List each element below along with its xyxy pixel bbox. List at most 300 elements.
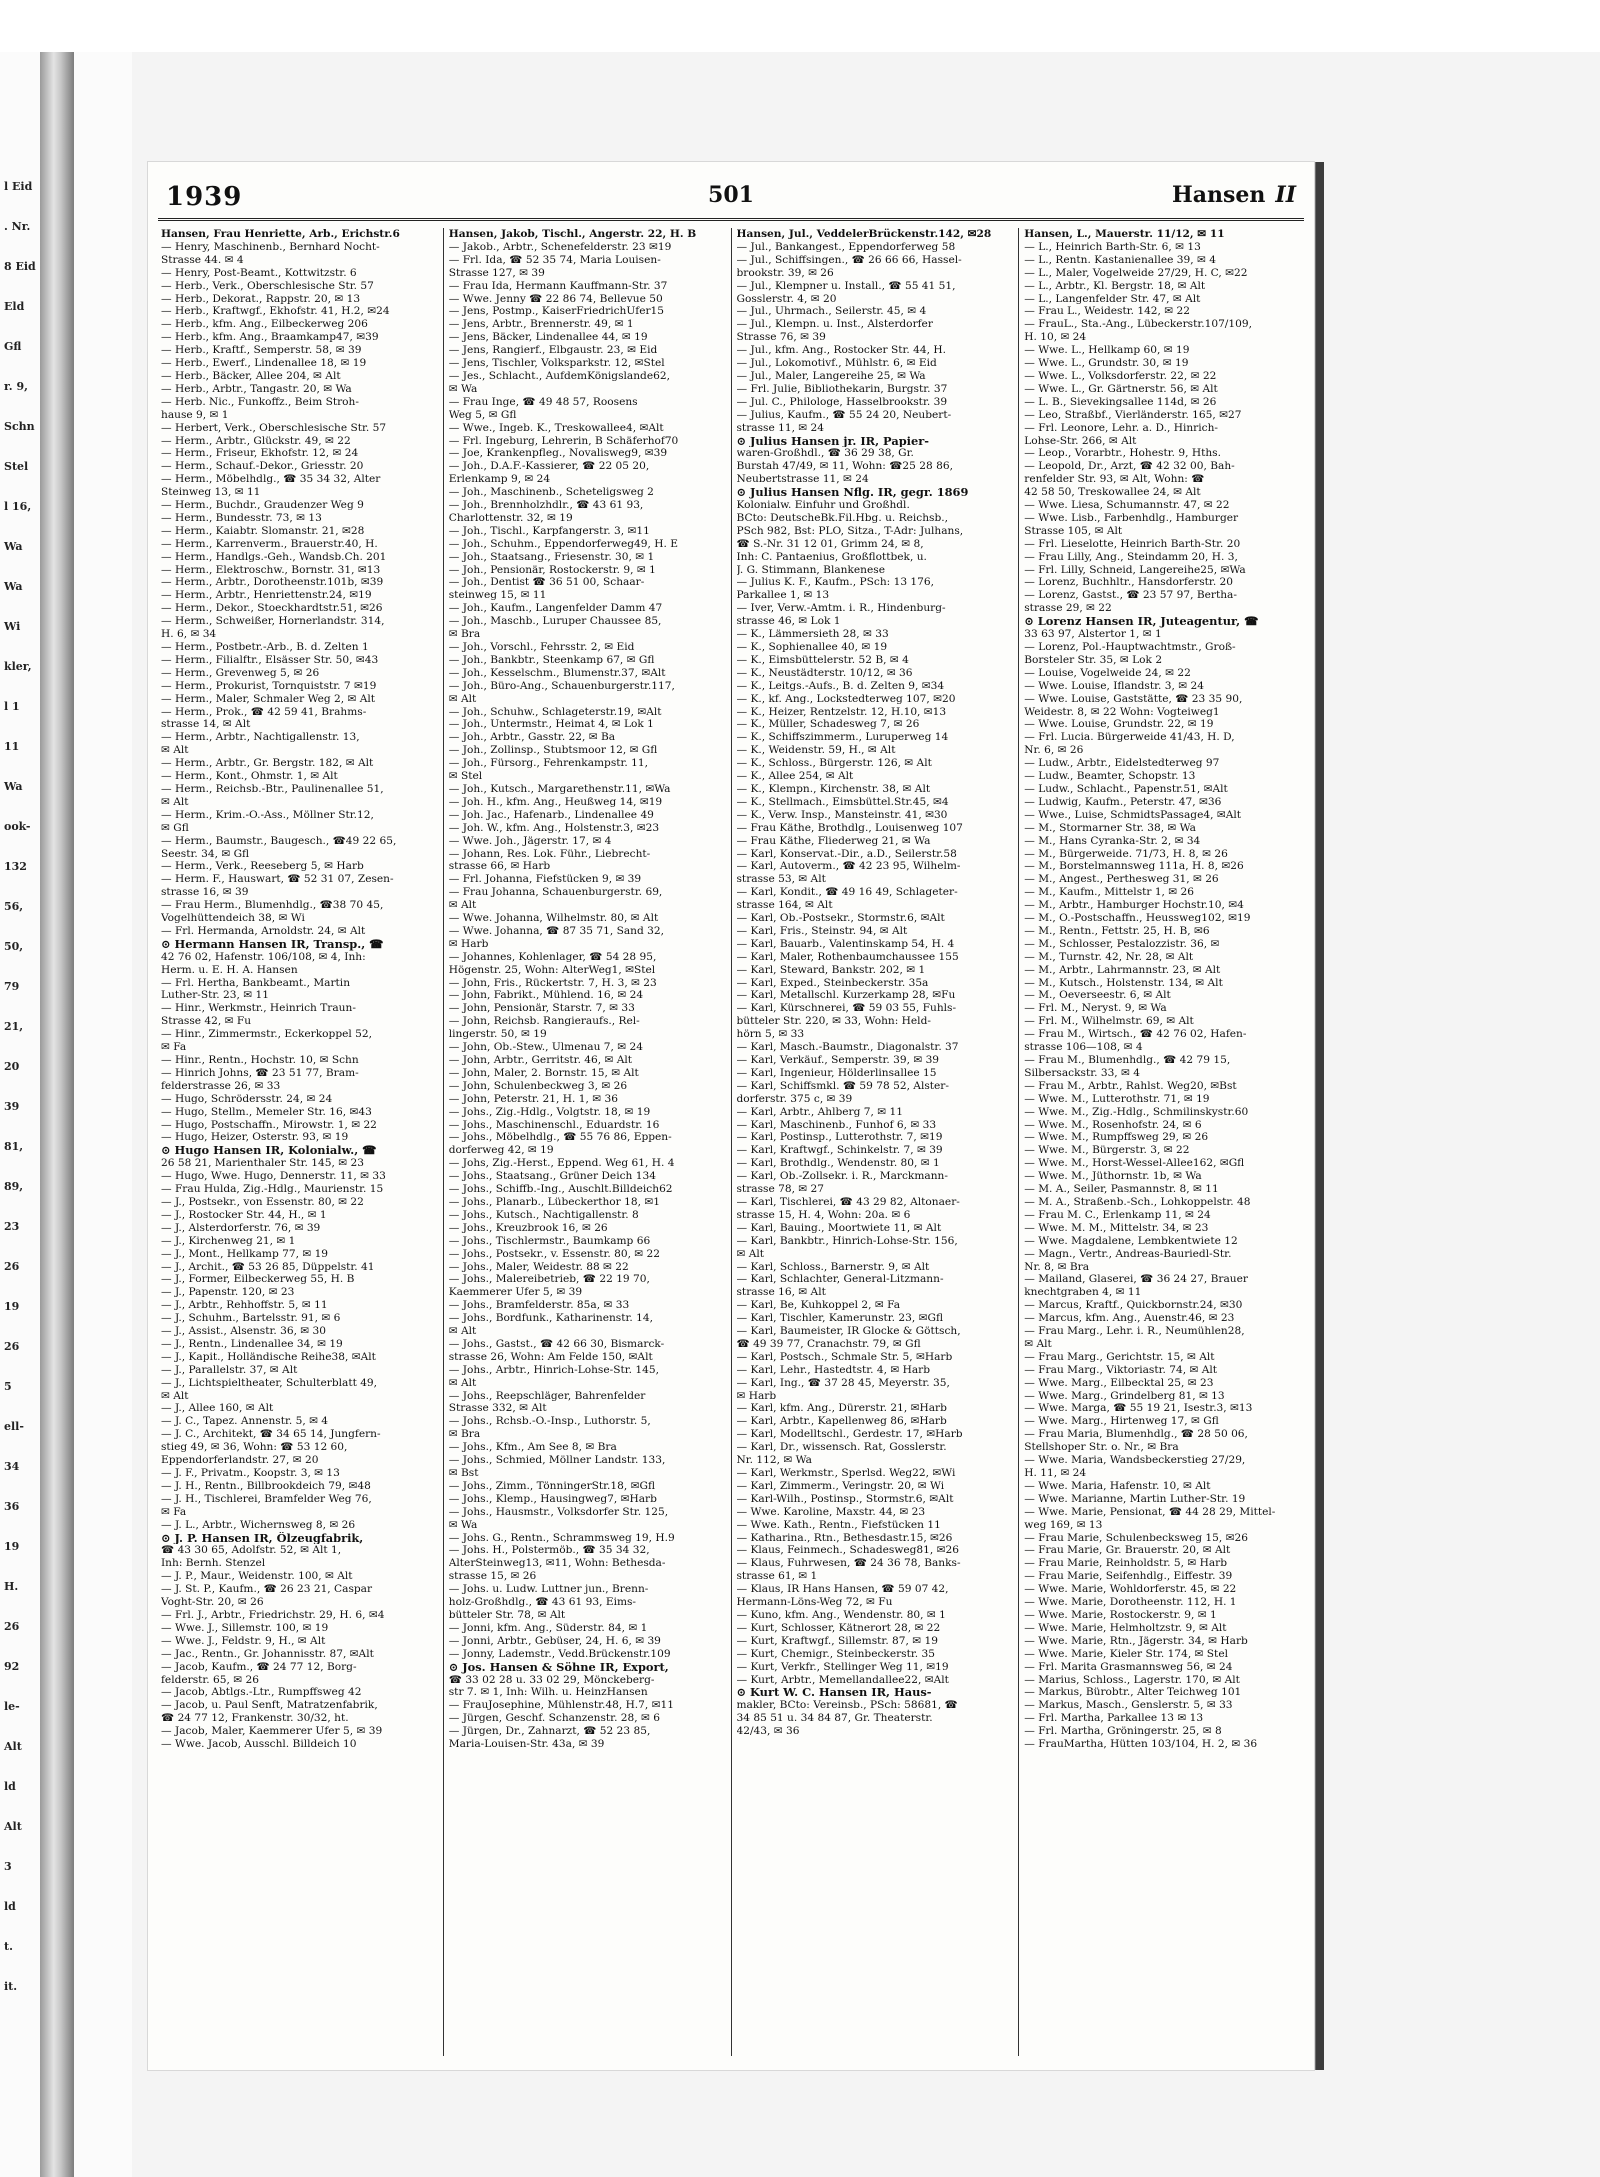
directory-entry-line: H. 11, ✉ 24 [1024,1467,1087,1479]
directory-entry-line: Luther-Str. 23, ✉ 11 [161,989,269,1002]
directory-entry-line: — Karl, Masch.-Baumstr., Diagonalstr. 37 [736,1041,959,1054]
directory-entry-line: — Herm., Schweißer, Hornerlandstr. 314, [161,615,385,628]
directory-entry-line: — L., Arbtr., Kl. Bergstr. 18, ✉ Alt [1024,279,1206,292]
directory-entry-line: — M., Stormarner Str. 38, ✉ Wa [1024,821,1196,834]
directory-entry-line: — Jul., Klempn. u. Inst., Alsterdorfer [736,318,933,331]
directory-entry-line: — Wwe. Marie, Wohldorferstr. 45, ✉ 22 [1024,1583,1237,1596]
directory-entry-line: — K., Verw. Insp., Mansteinstr. 41, ✉30 [736,808,948,821]
column-2 [444,228,732,2056]
directory-entry-line: renfelder Str. 93, ✉ Alt, Wohn: ☎ [1024,473,1205,486]
directory-entry-line: — Marius, Schloss., Lagerstr. 170, ✉ Alt [1024,1673,1240,1686]
directory-entry-line: — Karl, Kraftwgf., Schinkelstr. 7, ✉ 39 [736,1144,943,1157]
directory-entry-line: Hansen, L., Mauerstr. 11/12, ✉ 11 [1024,228,1225,240]
left-page-fragment: Wa [4,540,23,553]
directory-entry-line: — Jens, Arbtr., Brennerstr. 49, ✉ 1 [448,318,634,331]
directory-entry-line: — Herb., Ewerf., Lindenallee 18, ✉ 19 [161,357,367,370]
directory-entry-line: — Karl, Tischler, Kamerunstr. 23, ✉Gfl [736,1312,944,1325]
directory-entry-line: — Jonni, Arbtr., Gebüser, 24, H. 6, ✉ 39 [448,1634,661,1647]
directory-entry-line: — K., Schiffszimmerm., Luruperweg 14 [736,731,949,744]
directory-entry-line: — Jul. C., Philologe, Hasselbrookstr. 39 [736,395,948,408]
directory-entry-line: — K., Lämmersieth 28, ✉ 33 [736,628,889,641]
directory-entry-line: — Frl. Lilly, Schneid, Langereihe25, ✉Wa [1024,563,1246,576]
entry-columns [156,228,1306,2056]
directory-entry-line: ✉ Alt [161,1389,189,1402]
directory-entry-line: — Herm., Baumstr., Baugesch., ☎49 22 65, [161,834,397,847]
directory-entry-line: — Frau Marie, Seifenhdlg., Eiffestr. 39 [1024,1570,1233,1583]
directory-entry-line: — Wwe. M., Bürgerstr. 3, ✉ 22 [1024,1144,1190,1157]
directory-entry-line: — Frau Käthe, Fliederweg 21, ✉ Wa [736,834,931,847]
directory-entry-line: — Joh., Kaufm., Langenfelder Damm 47 [448,602,663,615]
directory-entry-line: Voght-Str. 20, ✉ 26 [161,1596,264,1609]
directory-entry-line: — J., Parallelstr. 37, ✉ Alt [161,1363,298,1376]
directory-entry-line: strasse 66, ✉ Harb [448,860,551,873]
directory-entry-line: — Johs., Maschinenschl., Eduardstr. 16 [448,1118,660,1131]
header-year: 1939 [166,182,243,212]
directory-entry-line: — Karl-Wilh., Postinsp., Stormstr.6, ✉Alt [736,1492,954,1505]
directory-entry-line: — Johs., Schmied, Möllner Landstr. 133, [448,1454,666,1467]
directory-entry-line: — Marcus, Kraftf., Quickbornstr.24, ✉30 [1024,1299,1243,1312]
directory-entry-line: Erlenkamp 9, ✉ 24 [448,473,551,486]
directory-entry-line: strasse 164, ✉ Alt [736,899,833,912]
directory-entry-line: — Wwe. M., Zig.-Hdlg., Schmilinskystr.60 [1024,1105,1249,1118]
directory-entry-line: Strasse 76, ✉ 39 [736,331,826,344]
directory-entry-line: H. 10, ✉ 24 [1024,331,1087,344]
directory-entry-line: dorferstr. 375 c, ✉ 39 [736,1092,853,1105]
directory-entry-line: — Wwe. Louise, Grundstr. 22, ✉ 19 [1024,718,1214,731]
left-page-fragment: 26 [4,1620,20,1633]
directory-entry-line: — Herm., Dekor., Stoeckhardtstr.51, ✉26 [161,602,383,615]
directory-entry-line: — Joh., Dentist ☎ 36 51 00, Schaar- [448,576,645,589]
directory-entry-line: — Joh., Zollinsp., Stubtsmoor 12, ✉ Gfl [448,744,658,757]
directory-entry-line: — Karl, Verkäuf., Semperstr. 39, ✉ 39 [736,1054,940,1066]
directory-entry-line: — Jacob, Abtlgs.-Ltr., Rumpffsweg 42 [161,1686,362,1699]
directory-entry-line: ✉ Harb [448,937,489,950]
directory-entry-line: — Marcus, kfm. Ang., Auenstr.46, ✉ 23 [1024,1312,1235,1325]
directory-entry-line: Nr. 6, ✉ 26 [1024,744,1084,757]
directory-entry-line: — Karl, Steward, Bankstr. 202, ✉ 1 [736,963,926,976]
directory-entry-line: — Jacob, Maler, Kaemmerer Ufer 5, ✉ 39 [161,1725,383,1738]
directory-entry-line: — Jul., Lokomotivf., Mühlstr. 6, ✉ Eid [736,357,937,370]
directory-entry-line: — Wwe. Marie, Rostockerstr. 9, ✉ 1 [1024,1608,1217,1621]
directory-entry-line: Hansen, Jakob, Tischl., Angerstr. 22, H. B [448,228,697,240]
directory-entry-line: — Johs., Möbelhdlg., ☎ 55 76 86, Eppen- [448,1131,672,1144]
directory-entry-line: — J., Schuhm., Bartelsstr. 91, ✉ 6 [161,1312,341,1325]
directory-entry-line: — Wwe. Liesa, Schumannstr. 47, ✉ 22 [1024,499,1230,512]
directory-entry-line: — John, Arbtr., Gerritstr. 46, ✉ Alt [448,1054,633,1066]
directory-entry-line: — Johs., Kfm., Am See 8, ✉ Bra [448,1441,617,1454]
directory-entry-line: — Jakob., Arbtr., Schenefelderstr. 23 ✉19 [448,240,672,253]
directory-entry-line: — John, Fabrikt., Mühlend. 16, ✉ 24 [448,989,644,1002]
directory-entry-line: — Wwe. Marg., Hirtenweg 17, ✉ Gfl [1024,1415,1219,1428]
directory-entry-line: — Jonny, Lademstr., Vedd.Brückenstr.109 [448,1647,671,1660]
directory-entry-line: felderstr. 65, ✉ 26 [161,1673,259,1686]
directory-entry-line: — Johs., Kutsch., Nachtigallenstr. 8 [448,1208,639,1221]
directory-entry-line: — Wwe. Jacob, Ausschl. Billdeich 10 [161,1738,357,1751]
directory-entry-line: — M., Kutsch., Holstenstr. 134, ✉ Alt [1024,976,1223,989]
directory-entry-line: dorferweg 42, ✉ 19 [448,1144,554,1157]
directory-entry-line: — Julius, Kaufm., ☎ 55 24 20, Neubert- [736,408,952,421]
left-page-fragment: 21, [4,1020,24,1033]
directory-entry-line: strasse 29, ✉ 22 [1024,602,1112,615]
directory-entry-line: — Herm. F., Hauswart, ☎ 52 31 07, Zesen- [161,873,394,886]
directory-entry-line: — Johs., Zimm., TönningerStr.18, ✉Gfl [448,1479,656,1492]
directory-entry-line: — Kurt, Arbtr., Memellandallee22, ✉Alt [736,1673,949,1686]
directory-entry-line: 42/43, ✉ 36 [736,1725,800,1738]
directory-entry-line: — Jonni, kfm. Ang., Süderstr. 84, ✉ 1 [448,1621,648,1634]
directory-entry-line: — Frl. Marita Grasmannsweg 56, ✉ 24 [1024,1660,1233,1673]
directory-entry-line: — Wwe. J., Feldstr. 9, H., ✉ Alt [161,1634,326,1647]
left-page-fragment: Wa [4,580,23,593]
directory-entry-line: — J., Allee 160, ✉ Alt [161,1402,274,1415]
directory-entry-line: — Johs., Planarb., Lübeckerthor 18, ✉1 [448,1195,660,1208]
directory-entry-line: — Wwe. Maria, Hafenstr. 10, ✉ Alt [1024,1479,1211,1492]
directory-entry-line: — Johs., Gastst., ☎ 42 66 30, Bismarck- [448,1337,665,1350]
directory-entry-line: — Herm., Arbtr., Glückstr. 49, ✉ 22 [161,434,351,447]
directory-entry-line: — Wwe. M., Jüthornstr. 1b, ✉ Wa [1024,1170,1202,1183]
directory-entry-line: hörn 5, ✉ 33 [736,1028,805,1041]
left-page-fragment: 11 [4,740,20,753]
directory-entry-line: — Frl. Hermanda, Arnoldstr. 24, ✉ Alt [161,924,366,937]
directory-entry-line: ⊙ Hermann Hansen IR, Transp., ☎ [161,937,384,951]
directory-entry-line: — Herm., Arbtr., Nachtigallenstr. 13, [161,731,360,744]
directory-entry-line: — Herbert, Verk., Oberschlesische Str. 57 [161,421,387,434]
directory-entry-line: Inh: Bernh. Stenzel [161,1557,266,1570]
directory-entry-line: ✉ Wa [448,1518,478,1531]
directory-entry-line: — Herb., Dekorat., Rappstr. 20, ✉ 13 [161,292,361,305]
directory-entry-line: — Henry, Maschinenb., Bernhard Nocht- [161,240,380,253]
directory-entry-line: — Karl, Bankbtr., Hinrich-Lohse-Str. 156, [736,1234,958,1247]
directory-entry-line: — M., Angest., Perthesweg 31, ✉ 26 [1024,873,1219,886]
directory-entry-line: — K., Klempn., Kirchenstr. 38, ✉ Alt [736,782,931,795]
directory-entry-line: — Karl, Brothdlg., Wendenstr. 80, ✉ 1 [736,1157,940,1170]
directory-entry-line: ✉ Alt [736,1247,765,1260]
directory-entry-line: ✉ Alt [161,795,189,808]
directory-entry-line: — Wwe. M., Rumpffsweg 29, ✉ 26 [1024,1131,1209,1144]
directory-entry-line: 33 63 97, Alstertor 1, ✉ 1 [1024,628,1162,641]
left-page-fragment: r. 9, [4,380,28,393]
directory-entry-line: — Herm., Verk., Reeseberg 5, ✉ Harb [161,860,364,873]
directory-entry-line: — Johs., Reepschläger, Bahrenfelder [448,1389,646,1402]
directory-entry-line: — Iver, Verw.-Amtm. i. R., Hindenburg- [736,602,946,615]
directory-entry-line: Högenstr. 25, Wohn: AlterWeg1, ✉Stel [448,963,656,976]
left-page-fragment: H. [4,1580,19,1593]
left-page-fragment: ell- [4,1420,24,1433]
left-page-fragment: 8 Eid [4,260,36,273]
directory-entry-line: — Frl. Martha, Parkallee 13 ✉ 13 [1024,1712,1204,1725]
directory-entry-line: — M., Turnstr. 42, Nr. 28, ✉ Alt [1024,950,1194,963]
directory-entry-line: — M., Rentn., Fettstr. 25, H. B, ✉6 [1024,924,1210,937]
directory-entry-line: — Karl, kfm. Ang., Dürerstr. 21, ✉Harb [736,1402,947,1415]
directory-entry-line: — Karl, Be, Kuhkoppel 2, ✉ Fa [736,1299,901,1312]
directory-entry-line: — Joh., Vorschl., Fehrsstr. 2, ✉ Eid [448,641,635,653]
directory-entry-line: — Joh., Kesselschm., Blumenstr.37, ✉Alt [448,666,666,679]
left-page-fragment: ld [4,1900,16,1913]
directory-entry-line: — Joh., Pensionär, Rostockerstr. 9, ✉ 1 [448,563,656,576]
directory-entry-line: — J., Assist., Alsenstr. 36, ✉ 30 [161,1325,327,1338]
directory-entry-line: — Markus, Bürobtr., Alter Teichweg 101 [1024,1686,1242,1699]
directory-entry-line: — J. H., Tischlerei, Bramfelder Weg 76, [161,1492,372,1505]
directory-entry-line: — Wwe. Karoline, Maxstr. 44, ✉ 23 [736,1505,926,1518]
directory-entry-line: 34 85 51 u. 34 84 87, Gr. Theaterstr. [736,1712,933,1725]
directory-entry-line: — Herm., Grevenweg 5, ✉ 26 [161,666,320,679]
directory-entry-line: strasse 11, ✉ 24 [736,421,825,434]
directory-entry-line: — Johs., Bordfunk., Katharinenstr. 14, [448,1312,653,1325]
directory-entry-line: ☎ 43 30 65, Adolfstr. 52, ✉ Alt 1, [161,1544,342,1557]
directory-entry-line: — Jul., Schiffsingen., ☎ 26 66 66, Hassel- [736,253,962,266]
directory-entry-line: — Herm., Prok., ☎ 42 59 41, Brahms- [161,705,367,718]
directory-entry-line: — Karl, Schloss., Barnerstr. 9, ✉ Alt [736,1260,930,1273]
left-page-fragment: Wa [4,780,23,793]
directory-entry-line: — Katharina., Rtn., Bethesdastr.15, ✉26 [736,1531,953,1544]
left-page-fragment: 19 [4,1300,20,1313]
directory-entry-line: — Hugo, Stellm., Memeler Str. 16, ✉43 [161,1105,372,1118]
directory-entry-line: — Frau Ida, Hermann Kauffmann-Str. 37 [448,279,668,292]
directory-entry-line: ✉ Bst [448,1467,479,1479]
directory-entry-line: weg 169, ✉ 13 [1024,1518,1103,1531]
directory-entry-line: — Frau Marie, Gr. Brauerstr. 20, ✉ Alt [1024,1544,1231,1557]
directory-entry-line: — Klaus, Feinmech., Schadesweg81, ✉26 [736,1544,960,1557]
directory-entry-line: — Karl, Postsch., Schmale Str. 5, ✉Harb [736,1350,953,1363]
directory-entry-line: Nr. 8, ✉ Bra [1024,1260,1090,1273]
directory-entry-line: — Johs, Zig.-Herst., Eppend. Weg 61, H. 4 [448,1157,675,1170]
directory-entry-line: — Johs., Zig.-Hdlg., Volgtstr. 18, ✉ 19 [448,1105,651,1118]
directory-entry-line: ✉ Gfl [161,821,189,834]
directory-entry-line: — Joh., Maschinenb., Scheteligsweg 2 [448,486,654,499]
directory-entry-line: — Kurt, Kraftwgf., Sillemstr. 87, ✉ 19 [736,1634,938,1647]
directory-entry-line: ⊙ Julius Hansen jr. IR, Papier- [736,434,929,448]
directory-entry-line: — Herb. Nic., Funkoffz., Beim Stroh- [161,395,359,408]
directory-entry-line: strasse 16, ✉ 39 [161,886,249,899]
directory-entry-line: — Frau Käthe, Brothdlg., Louisenweg 107 [736,821,963,834]
directory-entry-line: — Frau Inge, ☎ 49 48 57, Roosens [448,395,638,408]
directory-entry-line: — Wwe. Maria, Wandsbeckerstieg 27/29, [1024,1454,1246,1467]
directory-entry-line: — Frl. Johanna, Fiefstücken 9, ✉ 39 [448,873,642,886]
directory-entry-line: strasse 46, ✉ Lok 1 [736,615,841,628]
left-page-fragment: 79 [4,980,20,993]
directory-entry-line: — J., Kapit., Holländische Reihe38, ✉Alt [161,1350,376,1363]
directory-entry-line: — Jes., Schlacht., AufdemKönigslande62, [448,369,670,382]
left-page-fragment: Schn [4,420,35,433]
directory-entry-line: — K., Sophienallee 40, ✉ 19 [736,641,888,653]
directory-entry-line: — L., Langenfelder Str. 47, ✉ Alt [1024,292,1201,305]
directory-entry-line: ✉ Alt [161,744,189,757]
directory-entry-line: — Herb., Verk., Oberschlesische Str. 57 [161,279,374,292]
directory-entry-line: — Jul., Uhrmach., Seilerstr. 45, ✉ 4 [736,305,927,318]
directory-entry-line: strasse 106—108, ✉ 4 [1024,1041,1143,1054]
directory-entry-line: — J. C., Tapez. Annenstr. 5, ✉ 4 [161,1415,329,1428]
directory-entry-line: — J. St. P., Kaufm., ☎ 26 23 21, Caspar [161,1583,373,1596]
directory-entry-line: felderstrasse 26, ✉ 33 [161,1079,281,1092]
directory-entry-line: steinweg 15, ✉ 11 [448,589,547,602]
left-page-fragment: l 16, [4,500,32,513]
directory-entry-line: — Frau Lilly, Ang., Steindamm 20, H. 3, [1024,550,1238,563]
directory-entry-line: lingerstr. 50, ✉ 19 [448,1028,547,1041]
directory-entry-line: — Wwe. Marg., Grindelberg 81, ✉ 13 [1024,1389,1225,1402]
left-page-fragment: Wi [4,620,21,633]
directory-entry-line: — J., Papenstr. 120, ✉ 23 [161,1286,295,1299]
directory-entry-line: — Kurt, Schlosser, Kätnerort 28, ✉ 22 [736,1621,941,1634]
directory-entry-line: AlterSteinweg13, ✉11, Wohn: Bethesda- [448,1557,666,1570]
directory-entry-line: Strasse 127, ✉ 39 [448,266,545,279]
directory-entry-line: ✉ Alt [448,899,477,912]
directory-entry-line: — Frl. Leonore, Lehr. a. D., Hinrich- [1024,421,1218,434]
directory-entry-line: — Johs., Klemp., Hausingweg7, ✉Harb [448,1492,657,1505]
directory-entry-line: — Jens, Postmp., KaiserFriedrichUfer15 [448,305,665,318]
directory-entry-line: — Ludw., Beamter, Schopstr. 13 [1024,770,1196,783]
directory-entry-line: — J. C., Architekt, ☎ 34 65 14, Jungfern- [161,1428,381,1441]
directory-entry-line: — Herm., Reichsb.-Btr., Paulinenallee 51, [161,782,384,795]
directory-entry-line: brookstr. 39, ✉ 26 [736,266,834,279]
directory-entry-line: — Wwe. Marie, Dorotheenstr. 112, H. 1 [1024,1596,1237,1609]
directory-entry-line: — Markus, Masch., Genslerstr. 5, ✉ 33 [1024,1699,1233,1712]
directory-entry-line: — Joh., Fürsorg., Fehrenkampstr. 11, [448,757,649,770]
directory-entry-line: ✉ Stel [448,770,483,783]
left-page-fragment: 39 [4,1100,20,1113]
left-page-fragment: ook- [4,820,31,833]
directory-entry-line: — Wwe. Lisb., Farbenhdlg., Hamburger [1024,511,1239,524]
left-page-fragment: it. [4,1980,18,1993]
directory-entry-line: — Wwe. M., Lutterothstr. 71, ✉ 19 [1024,1092,1210,1105]
left-page-fragment: 20 [4,1060,20,1073]
left-page-fragment: l Eid [4,180,33,193]
left-page-fragment: Alt [4,1740,22,1753]
book-binding-shadow [40,52,74,2177]
directory-entry-line: — Karl, Kürschnerei, ☎ 59 03 55, Fuhls- [736,1002,957,1015]
directory-entry-line: — J. F., Privatm., Koopstr. 3, ✉ 13 [161,1467,340,1479]
directory-entry-line: — M., Borstelmannsweg 111a, H. 8, ✉26 [1024,860,1244,873]
directory-entry-line: — Julius K. F., Kaufm., PSch: 13 176, [736,576,935,589]
directory-entry-line: ✉ Bra [448,1428,481,1441]
directory-entry-line: — Karl, Zimmerm., Veringstr. 20, ✉ Wi [736,1479,945,1492]
directory-entry-line: — Jens, Bäcker, Lindenallee 44, ✉ 19 [448,331,648,344]
directory-entry-line: — Wwe. Johanna, ☎ 87 35 71, Sand 32, [448,924,664,937]
directory-entry-line: — Karl, Ob.-Zollsekr. i. R., Marckmann- [736,1170,948,1183]
directory-entry-line: — Karl, Metallschl. Kurzerkamp 28, ✉Fu [736,989,956,1002]
directory-entry-line: — Frl. J., Arbtr., Friedrichstr. 29, H. 6, ✉4 [161,1608,385,1621]
directory-entry-line: — Karl, Schlachter, General-Litzmann- [736,1273,944,1286]
directory-entry-line: — Herm., Prokurist, Tornquiststr. 7 ✉19 [161,679,377,692]
directory-entry-line: — Wwe. Marianne, Martin Luther-Str. 19 [1024,1492,1246,1505]
directory-entry-line: — Wwe. Marie, Pensionat, ☎ 44 28 29, Mittel- [1024,1505,1276,1518]
directory-entry-line: — John, Schulenbeckweg 3, ✉ 26 [448,1079,628,1092]
directory-entry-line: — Wwe. Johanna, Wilhelmstr. 80, ✉ Alt [448,912,659,925]
left-page-fragment: 19 [4,1540,20,1553]
directory-entry-line: — K., Eimsbüttelerstr. 52 B, ✉ 4 [736,653,909,666]
directory-entry-line: — Herm., Arbtr., Gr. Bergstr. 182, ✉ Alt [161,757,374,770]
directory-entry-line: H. 6, ✉ 34 [161,628,217,641]
directory-entry-line: — Johs., Malereibetrieb, ☎ 22 19 70, [448,1273,650,1286]
directory-entry-line: — Wwe. L., Gr. Gärtnerstr. 56, ✉ Alt [1024,382,1218,395]
directory-entry-line: — Frl. Lucia. Bürgerweide 41/43, H. D, [1024,731,1235,744]
directory-entry-line: Parkallee 1, ✉ 13 [736,589,830,602]
directory-entry-line: — M., Arbtr., Lahrmannstr. 23, ✉ Alt [1024,963,1221,976]
directory-entry-line: — Johs. u. Ludw. Luttner jun., Brenn- [448,1583,649,1596]
left-page-fragment: 26 [4,1260,20,1273]
directory-entry-line: — Frau Marg., Viktoriastr. 74, ✉ Alt [1024,1363,1218,1376]
column-3 [732,228,1020,2056]
directory-entry-line: strasse 15, H. 4, Wohn: 20a. ✉ 6 [736,1208,911,1221]
directory-entry-line: — Hinr., Werkmstr., Heinrich Traun- [161,1002,356,1015]
directory-entry-line: — Ludw., Schlacht., Papenstr.51, ✉Alt [1024,782,1228,795]
directory-entry-line: Weidestr. 8, ✉ 22 Wohn: Vogteiweg1 [1024,705,1220,718]
directory-entry-line: — John, Ob.-Stew., Ulmenau 7, ✉ 24 [448,1041,643,1054]
directory-entry-line: — Johannes, Kohlenlager, ☎ 54 28 95, [448,950,657,963]
directory-entry-line: — Johs., Rchsb.-O.-Insp., Luthorstr. 5, [448,1415,651,1428]
directory-entry-line: — Wwe. J., Sillemstr. 100, ✉ 19 [161,1621,329,1634]
directory-entry-line: — Joh., D.A.F.-Kassierer, ☎ 22 05 20, [448,460,650,473]
directory-entry-line: 42 58 50, Treskowallee 24, ✉ Alt [1024,486,1201,499]
left-page-fragment: 50, [4,940,24,953]
directory-entry-line: — Karl, Tischlerei, ☎ 43 29 82, Altonaer- [736,1195,960,1208]
directory-entry-line: — Leop., Vorarbtr., Hohestr. 9, Hths. [1024,447,1221,460]
directory-entry-line: — J., Arbtr., Rehhoffstr. 5, ✉ 11 [161,1299,328,1312]
directory-entry-line: — Herm., Möbelhdlg., ☎ 35 34 32, Alter [161,473,381,486]
left-page-fragment: 132 [4,860,27,873]
left-page-fragment: 89, [4,1180,24,1193]
directory-entry-line: Inh: C. Pantaenius, Großflottbek, u. [736,550,927,563]
directory-entry-line: — Frau Hulda, Zig.-Hdlg., Maurienstr. 15 [161,1183,384,1196]
directory-entry-line: ☎ 24 77 12, Frankenstr. 30/32, ht. [161,1712,349,1725]
left-page-fragment: Eld [4,300,25,313]
column-1 [156,228,444,2056]
directory-entry-line: — Johs., Kreuzbrook 16, ✉ 26 [448,1221,608,1234]
directory-entry-line: — Joh., Untermstr., Heimat 4, ✉ Lok 1 [448,718,654,731]
directory-entry-line: — Joh., Schuhw., Schlageterstr.19, ✉Alt [448,705,662,718]
directory-entry-line: stieg 49, ✉ 36, Wohn: ☎ 53 12 60, [161,1441,348,1454]
directory-entry-line: — Frl. Hertha, Bankbeamt., Martin [161,976,351,989]
directory-entry-line: — Karl, Kondit., ☎ 49 16 49, Schlageter- [736,886,958,899]
directory-entry-line: BCto: DeutscheBk.Fil.Hbg. u. Reichsb., [736,511,948,524]
directory-entry-line: holz-Großhdlg., ☎ 43 61 93, Eims- [448,1596,637,1609]
directory-entry-line: — L., Rentn. Kastanienallee 39, ✉ 4 [1024,253,1216,266]
directory-entry-line: — Herm., Bundesstr. 73, ✉ 13 [161,511,322,524]
directory-entry-line: — J., Rentn., Lindenallee 34, ✉ 19 [161,1337,343,1350]
directory-entry-line: — Karl, Exped., Steinbeckerstr. 35a [736,976,929,989]
directory-entry-line: — Wwe. M., Rosenhofstr. 24, ✉ 6 [1024,1118,1202,1131]
directory-entry-line: Stellshoper Str. o. Nr., ✉ Bra [1024,1441,1179,1454]
directory-entry-line: — M., Oeverseestr. 6, ✉ Alt [1024,989,1171,1002]
directory-entry-line: — Frau M., Arbtr., Rahlst. Weg20, ✉Bst [1024,1079,1237,1092]
directory-entry-line: — Johs., Bramfelderstr. 85a, ✉ 33 [448,1299,630,1312]
left-page-fragment: 92 [4,1660,20,1673]
directory-entry-line: — K., kf. Ang., Lockstedterweg 107, ✉20 [736,692,956,705]
directory-entry-line: — John, Maler, 2. Bornstr. 15, ✉ Alt [448,1066,639,1079]
directory-entry-line: — Herm., Friseur, Ekhofstr. 12, ✉ 24 [161,447,359,460]
directory-entry-line: ✉ Alt [1024,1337,1052,1350]
directory-entry-line: — Herm., Arbtr., Dorotheenstr.101b, ✉39 [161,576,384,589]
directory-entry-line: — M., Kaufm., Mittelstr 1, ✉ 26 [1024,886,1195,899]
left-page-fragment: 23 [4,1220,20,1233]
directory-entry-line: — Jens, Rangierf., Elbgaustr. 23, ✉ Eid [448,344,658,357]
directory-entry-line: — Frl. Ida, ☎ 52 35 74, Maria Louisen- [448,253,661,266]
directory-entry-line: strasse 15, ✉ 26 [448,1570,537,1583]
directory-entry-line: — M., Arbtr., Hamburger Hochstr.10, ✉4 [1024,899,1244,912]
directory-entry-line: — Klaus, Fuhrwesen, ☎ 24 36 78, Banks- [736,1557,961,1570]
directory-entry-line: 26 58 21, Marienthaler Str. 145, ✉ 23 [161,1157,364,1170]
left-page-fragment: le- [4,1700,20,1713]
directory-entry-line: — Wwe. L., Volksdorferstr. 22, ✉ 22 [1024,369,1217,382]
directory-entry-line: — Joh., Schuhm., Eppendorferweg49, H. E [448,537,678,550]
directory-entry-line: — Joh., Tischl., Karpfangerstr. 3, ✉11 [448,524,650,537]
directory-entry-line: — Herb., Kraftf., Semperstr. 58, ✉ 39 [161,344,362,357]
directory-entry-line: — J. H., Rentn., Billbrookdeich 79, ✉48 [161,1479,371,1492]
directory-page [148,162,1314,2070]
directory-entry-line: — Kuno, kfm. Ang., Wendenstr. 80, ✉ 1 [736,1608,946,1621]
directory-entry-line: Neubertstrasse 11, ✉ 24 [736,473,869,486]
directory-entry-line: — K., Heizer, Rentzelstr. 12, H.10, ✉13 [736,705,947,718]
directory-entry-line: Silbersackstr. 33, ✉ 4 [1024,1066,1141,1079]
directory-entry-line: — FrauMartha, Hütten 103/104, H. 2, ✉ 36 [1024,1738,1258,1751]
